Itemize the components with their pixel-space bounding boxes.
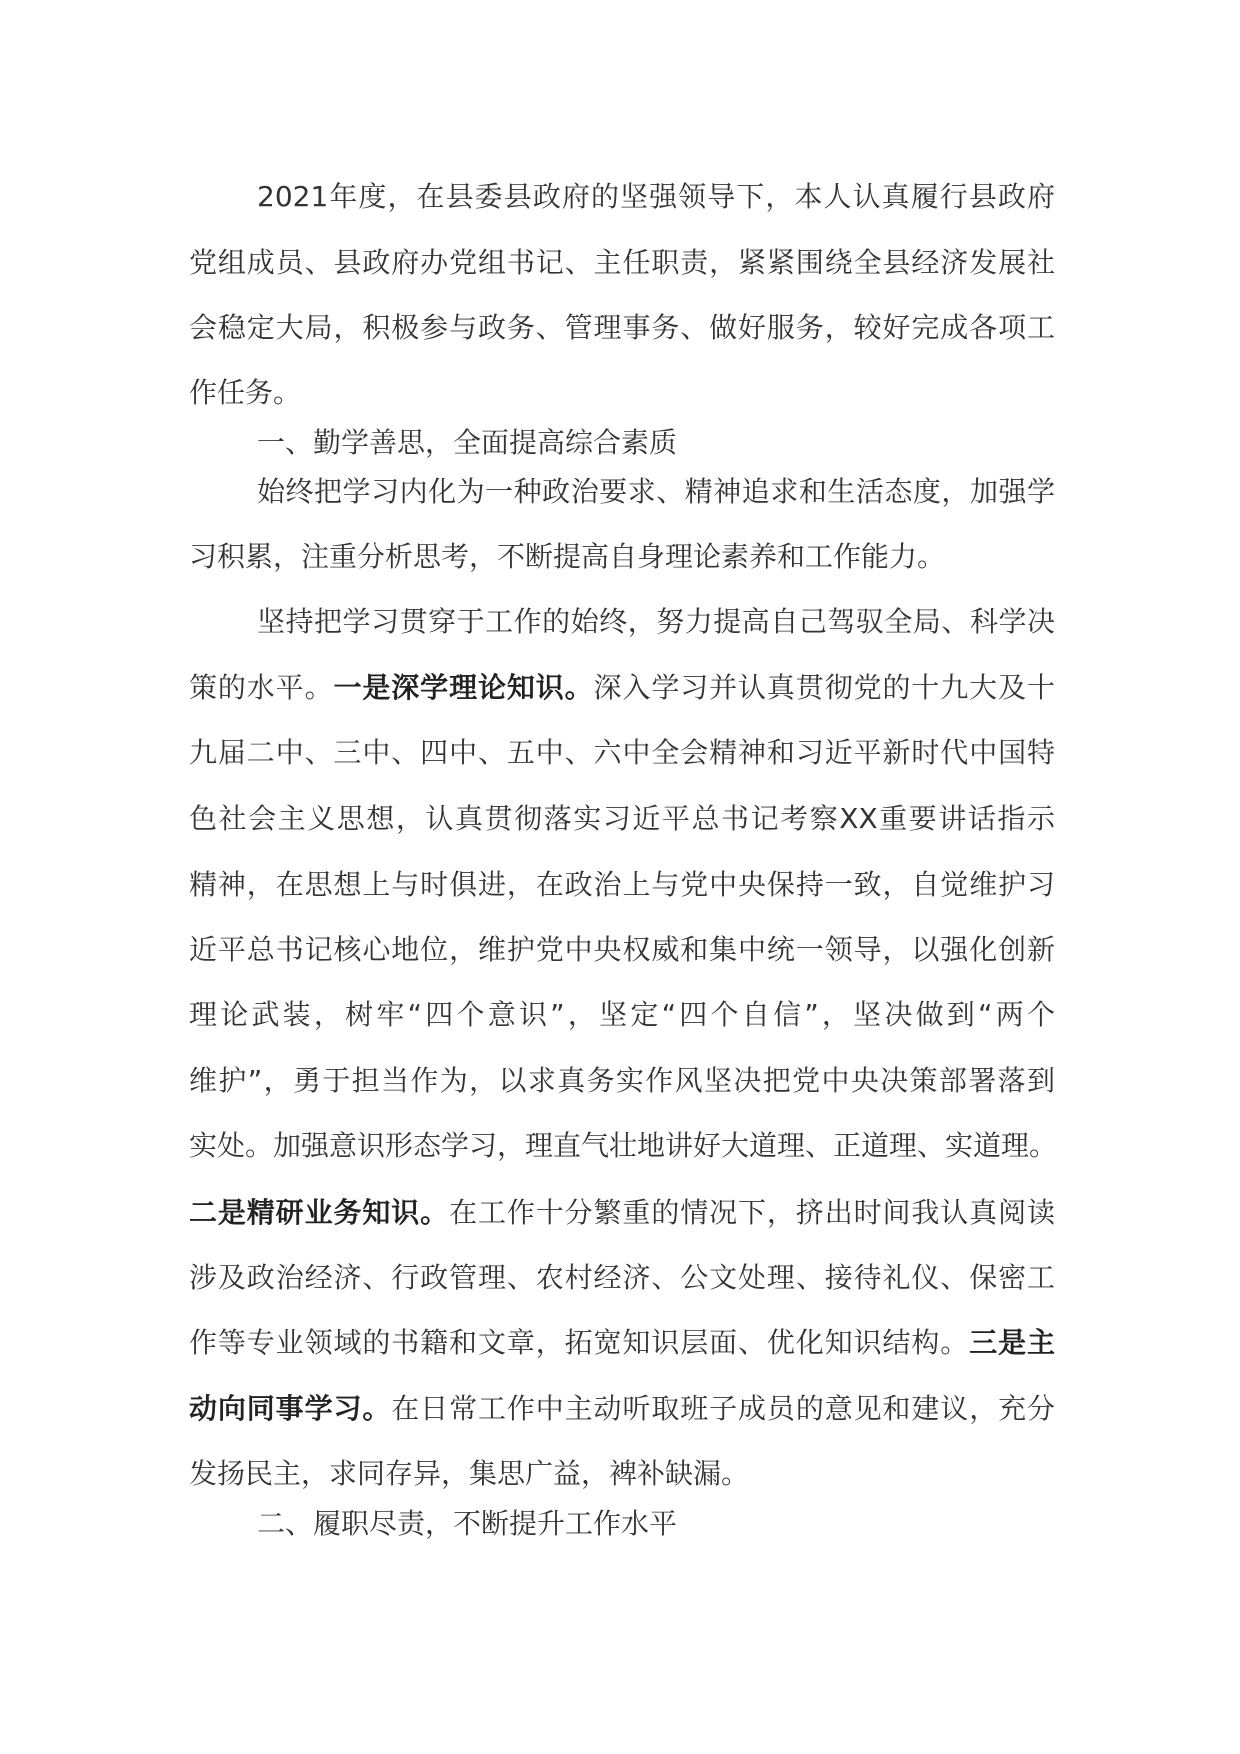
text-line bbox=[189, 933, 1055, 967]
text-segment: 始终把学习内化为一种政治要求、精神追求和生活态度，加强学 bbox=[257, 475, 1055, 508]
text-segment: 理论武装，树牢“四个意识”，坚定“四个自信”，坚决做到“两个 bbox=[189, 998, 1055, 1031]
text-segment: 发扬民主，求同存异，集思广益，裨补缺漏。 bbox=[189, 1457, 750, 1490]
text-line bbox=[257, 426, 1055, 460]
text-segment: 坚持把学习贯穿于工作的始终，努力提高自己驾驭全局、科学决 bbox=[257, 605, 1055, 638]
text-line bbox=[189, 376, 1055, 410]
text-segment: 精神，在思想上与时俱进，在政治上与党中央保持一致，自觉维护习 bbox=[189, 868, 1055, 901]
text-segment: 近平总书记核心地位，维护党中央权威和集中统一领导，以强化创新 bbox=[189, 933, 1055, 966]
bold-lead-phrase: 二是精研业务知识。 bbox=[189, 1196, 450, 1229]
text-segment: 会稳定大局，积极参与政务、管理事务、做好服务，较好完成各项工 bbox=[189, 311, 1055, 344]
text-line bbox=[189, 1326, 1055, 1360]
text-line bbox=[189, 868, 1055, 902]
text-segment: 深入学习并认真贯彻党的十九大及十 bbox=[593, 671, 1055, 704]
text-segment: 作任务。 bbox=[189, 376, 302, 409]
text-line bbox=[189, 736, 1055, 770]
text-segment: 策的水平。 bbox=[189, 671, 334, 704]
text-line bbox=[257, 475, 1055, 509]
text-segment: 作等专业领域的书籍和文章，拓宽知识层面、优化知识结构。 bbox=[189, 1326, 970, 1359]
text-line bbox=[189, 311, 1055, 345]
text-line bbox=[189, 1129, 1058, 1163]
text-segment: 一、勤学善思，全面提高综合素质 bbox=[257, 426, 678, 459]
text-segment: 九届二中、三中、四中、五中、六中全会精神和习近平新时代中国特 bbox=[189, 736, 1055, 769]
text-line bbox=[189, 1261, 1055, 1295]
text-segment: 涉及政治经济、行政管理、农村经济、公文处理、接待礼仪、保密工 bbox=[189, 1261, 1055, 1294]
text-segment: 2021年度，在县委县政府的坚强领导下，本人认真履行县政府 bbox=[257, 180, 1055, 213]
text-segment: 二、履职尽责，不断提升工作水平 bbox=[257, 1507, 678, 1540]
text-line bbox=[189, 1392, 1055, 1426]
text-segment: 在日常工作中主动听取班子成员的意见和建议，充分 bbox=[391, 1392, 1055, 1425]
text-line bbox=[189, 998, 1055, 1032]
text-segment: 色社会主义思想，认真贯彻落实习近平总书记考察XX重要讲话指示 bbox=[189, 802, 1055, 835]
text-line bbox=[189, 1457, 1055, 1491]
text-line bbox=[189, 1064, 1055, 1098]
text-line bbox=[189, 540, 1055, 574]
text-line bbox=[189, 1196, 1055, 1230]
text-segment: 实处。加强意识形态学习，理直气壮地讲好大道理、正道理、实道理。 bbox=[189, 1129, 1058, 1162]
text-line bbox=[189, 802, 1055, 836]
bold-lead-phrase: 动向同事学习。 bbox=[189, 1392, 392, 1425]
text-line bbox=[189, 246, 1055, 280]
text-line bbox=[257, 1507, 1055, 1541]
text-segment: 习积累，注重分析思考，不断提高自身理论素养和工作能力。 bbox=[189, 540, 946, 573]
text-line bbox=[189, 671, 1055, 705]
text-segment: 维护”，勇于担当作为，以求真务实作风坚决把党中央决策部署落到 bbox=[189, 1064, 1055, 1097]
bold-lead-phrase: 一是深学理论知识。 bbox=[333, 671, 594, 704]
text-segment: 党组成员、县政府办党组书记、主任职责，紧紧围绕全县经济发展社 bbox=[189, 246, 1055, 279]
text-segment: 在工作十分繁重的情况下，挤出时间我认真阅读 bbox=[449, 1196, 1055, 1229]
text-line bbox=[257, 180, 1055, 214]
text-line bbox=[257, 605, 1055, 639]
bold-lead-phrase: 三是主 bbox=[969, 1326, 1055, 1359]
